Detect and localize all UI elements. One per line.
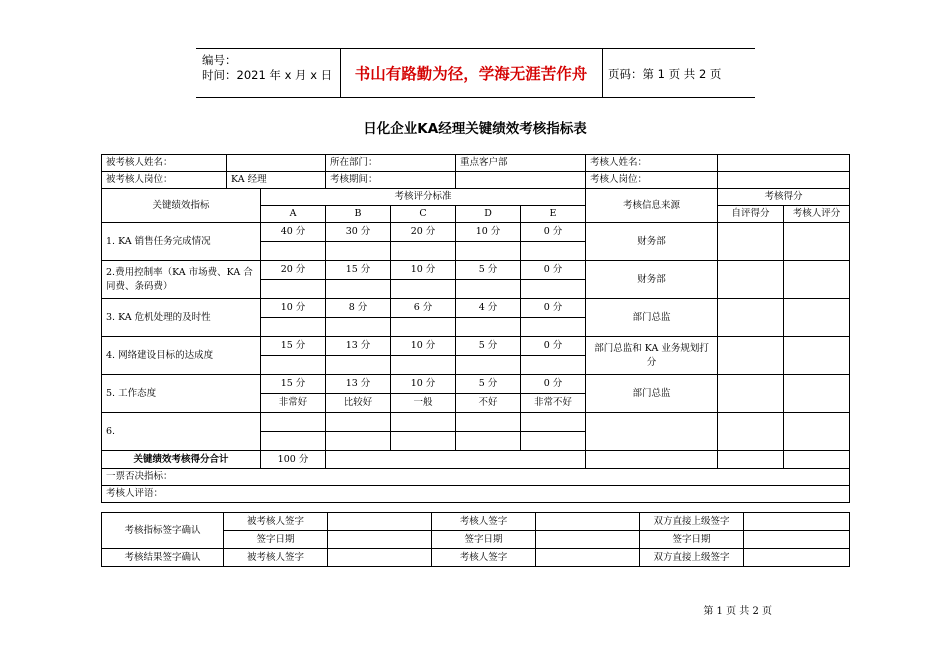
- kpi-note-b[interactable]: [326, 432, 391, 451]
- kpi-score-e: 0 分: [521, 299, 586, 318]
- kpi-note-b: [326, 356, 391, 375]
- grade-a-header: A: [261, 206, 326, 223]
- indicator-confirm-label: 考核指标签字确认: [102, 513, 224, 549]
- kpi-note-e[interactable]: [521, 432, 586, 451]
- kpi-score-e: 0 分: [521, 337, 586, 356]
- assessor-name-label: 考核人姓名：: [586, 155, 718, 172]
- assessor-score-header: 考核人评分: [784, 206, 850, 223]
- period-field[interactable]: [456, 172, 586, 189]
- kpi-score-a: 15 分: [261, 375, 326, 394]
- kpi-score-c: 10 分: [391, 261, 456, 280]
- self-score-field[interactable]: [718, 375, 784, 413]
- kpi-row: [102, 261, 850, 280]
- kpi-note-c: 一般: [391, 394, 456, 413]
- kpi-name: 6.: [102, 413, 261, 451]
- assessor-post-label: 考核人岗位：: [586, 172, 718, 189]
- kpi-row: [102, 337, 850, 356]
- total-source-blank: [586, 451, 718, 469]
- assessee-date-label: 签字日期: [224, 531, 328, 549]
- kpi-score-c: 10 分: [391, 375, 456, 394]
- kpi-source: 部门总监和 KA 业务规划打分: [586, 337, 718, 375]
- total-value: 100 分: [261, 451, 326, 469]
- kpi-name: 5. 工作态度: [102, 375, 261, 413]
- kpi-note-d[interactable]: [456, 432, 521, 451]
- kpi-row: [102, 299, 850, 318]
- self-score-header: 自评得分: [718, 206, 784, 223]
- kpi-name: 1. KA 销售任务完成情况: [102, 223, 261, 261]
- kpi-note-c: [391, 318, 456, 337]
- kpi-note-a: [261, 356, 326, 375]
- assessor-score-field[interactable]: [784, 337, 850, 375]
- kpi-score-e[interactable]: [521, 413, 586, 432]
- info-row-2: [102, 172, 850, 189]
- result-superior-sign-label: 双方直接上级签字: [640, 549, 744, 567]
- grade-b-header: B: [326, 206, 391, 223]
- kpi-assessment-table: [101, 154, 850, 503]
- veto-row: [102, 469, 850, 486]
- kpi-score-b: 15 分: [326, 261, 391, 280]
- kpi-note-d: [456, 318, 521, 337]
- assessor-name-field[interactable]: [718, 155, 850, 172]
- kpi-note-d: [456, 280, 521, 299]
- kpi-row: [102, 413, 850, 432]
- period-label: 考核期间：: [326, 172, 456, 189]
- total-assessor-score-field[interactable]: [784, 451, 850, 469]
- kpi-score-b: 30 分: [326, 223, 391, 242]
- total-label: 关键绩效考核得分合计: [102, 451, 261, 469]
- kpi-note-e: [521, 242, 586, 261]
- kpi-note-d: 不好: [456, 394, 521, 413]
- total-blank: [326, 451, 586, 469]
- grade-c-header: C: [391, 206, 456, 223]
- kpi-note-c[interactable]: [391, 432, 456, 451]
- kpi-note-b: [326, 318, 391, 337]
- kpi-note-b: [326, 280, 391, 299]
- kpi-score-a[interactable]: [261, 413, 326, 432]
- kpi-note-a: [261, 280, 326, 299]
- serial-number-label: 编号：: [202, 53, 237, 67]
- kpi-note-e: [521, 280, 586, 299]
- kpi-score-b: 13 分: [326, 375, 391, 394]
- superior-sign-label: 双方直接上级签字: [640, 513, 744, 531]
- assessee-sign-label: 被考核人签字: [224, 513, 328, 531]
- self-score-field[interactable]: [718, 261, 784, 299]
- kpi-source: 财务部: [586, 261, 718, 299]
- assessee-name-field[interactable]: [227, 155, 326, 172]
- assessor-sign-field[interactable]: [536, 513, 640, 531]
- kpi-score-a: 40 分: [261, 223, 326, 242]
- kpi-score-d: 5 分: [456, 375, 521, 394]
- kpi-score-b: 8 分: [326, 299, 391, 318]
- kpi-score-c: 20 分: [391, 223, 456, 242]
- kpi-note-c: [391, 280, 456, 299]
- assessee-post-value: KA 经理: [227, 172, 326, 189]
- total-row: [102, 451, 850, 469]
- kpi-source: 部门总监: [586, 375, 718, 413]
- kpi-note-d: [456, 356, 521, 375]
- kpi-score-d: 5 分: [456, 261, 521, 280]
- assessor-post-field[interactable]: [718, 172, 850, 189]
- department-value: 重点客户部: [456, 155, 586, 172]
- result-confirm-label: 考核结果签字确认: [102, 549, 224, 567]
- result-assessee-sign-field[interactable]: [328, 549, 432, 567]
- result-superior-sign-field[interactable]: [744, 549, 850, 567]
- kpi-note-c: [391, 356, 456, 375]
- department-label: 所在部门：: [326, 155, 456, 172]
- kpi-name: 2.费用控制率（KA 市场费、KA 合同费、条码费）: [102, 261, 261, 299]
- grade-e-header: E: [521, 206, 586, 223]
- kpi-score-a: 20 分: [261, 261, 326, 280]
- assessee-name-label: 被考核人姓名：: [102, 155, 227, 172]
- assessee-post-label: 被考核人岗位：: [102, 172, 227, 189]
- signature-table: [101, 512, 850, 567]
- kpi-row: [102, 223, 850, 242]
- sign-row-3: [102, 549, 850, 567]
- date-label: 时间：2021 年 x 月 x 日: [202, 68, 333, 82]
- superior-date-label: 签字日期: [640, 531, 744, 549]
- kpi-note-a: [261, 318, 326, 337]
- kpi-score-d: 10 分: [456, 223, 521, 242]
- kpi-score-a: 10 分: [261, 299, 326, 318]
- kpi-note-b: [326, 242, 391, 261]
- source-header: 考核信息来源: [586, 189, 718, 223]
- kpi-score-e: 0 分: [521, 261, 586, 280]
- kpi-note-a: 非常好: [261, 394, 326, 413]
- header-page-info: 页码：第 1 页 共 2 页: [608, 67, 722, 81]
- kpi-note-e: 非常不好: [521, 394, 586, 413]
- kpi-score-b: 13 分: [326, 337, 391, 356]
- result-assessee-sign-label: 被考核人签字: [224, 549, 328, 567]
- kpi-score-a: 15 分: [261, 337, 326, 356]
- kpi-note-a[interactable]: [261, 432, 326, 451]
- superior-date-field[interactable]: [744, 531, 850, 549]
- self-score-field[interactable]: [718, 337, 784, 375]
- kpi-note-e: [521, 318, 586, 337]
- document-header: [196, 48, 755, 98]
- kpi-source: 部门总监: [586, 299, 718, 337]
- kpi-score-e: 0 分: [521, 375, 586, 394]
- kpi-row: [102, 375, 850, 394]
- kpi-note-e: [521, 356, 586, 375]
- table-head-row-1: [102, 189, 850, 206]
- kpi-score-c[interactable]: [391, 413, 456, 432]
- kpi-score-e: 0 分: [521, 223, 586, 242]
- kpi-score-b[interactable]: [326, 413, 391, 432]
- kpi-source[interactable]: [586, 413, 718, 451]
- assessor-score-field[interactable]: [784, 261, 850, 299]
- kpi-score-c: 6 分: [391, 299, 456, 318]
- comment-label[interactable]: 考核人评语：: [102, 486, 850, 503]
- self-score-field[interactable]: [718, 223, 784, 261]
- kpi-score-d[interactable]: [456, 413, 521, 432]
- kpi-name: 3. KA 危机处理的及时性: [102, 299, 261, 337]
- kpi-note-c: [391, 242, 456, 261]
- assessee-sign-field[interactable]: [328, 513, 432, 531]
- self-score-field[interactable]: [718, 299, 784, 337]
- assessor-date-field[interactable]: [536, 531, 640, 549]
- self-score-field[interactable]: [718, 413, 784, 451]
- result-assessor-sign-label: 考核人签字: [432, 549, 536, 567]
- score-header: 考核得分: [718, 189, 850, 206]
- kpi-score-c: 10 分: [391, 337, 456, 356]
- kpi-source: 财务部: [586, 223, 718, 261]
- document-title: 日化企业KA经理关键绩效考核指标表: [363, 121, 587, 137]
- kpi-name: 4. 网络建设目标的达成度: [102, 337, 261, 375]
- kpi-score-d: 5 分: [456, 337, 521, 356]
- grade-d-header: D: [456, 206, 521, 223]
- assessee-date-field[interactable]: [328, 531, 432, 549]
- assessor-score-field[interactable]: [784, 223, 850, 261]
- assessor-date-label: 签字日期: [432, 531, 536, 549]
- standard-header: 考核评分标准: [261, 189, 586, 206]
- kpi-note-b: 比较好: [326, 394, 391, 413]
- veto-label[interactable]: 一票否决指标：: [102, 469, 850, 486]
- header-motto: 书山有路勤为径，学海无涯苦作舟: [340, 49, 603, 97]
- total-self-score-field[interactable]: [718, 451, 784, 469]
- kpi-note-a: [261, 242, 326, 261]
- comment-row: [102, 486, 850, 503]
- assessor-score-field[interactable]: [784, 413, 850, 451]
- kpi-score-d: 4 分: [456, 299, 521, 318]
- assessor-score-field[interactable]: [784, 375, 850, 413]
- info-row-1: [102, 155, 850, 172]
- kpi-header: 关键绩效指标: [102, 189, 261, 223]
- kpi-note-d: [456, 242, 521, 261]
- page-footer: 第 1 页 共 2 页: [703, 606, 772, 617]
- result-assessor-sign-field[interactable]: [536, 549, 640, 567]
- header-meta-cell: [196, 49, 341, 97]
- superior-sign-field[interactable]: [744, 513, 850, 531]
- assessor-sign-label: 考核人签字: [432, 513, 536, 531]
- sign-row-1: [102, 513, 850, 531]
- assessor-score-field[interactable]: [784, 299, 850, 337]
